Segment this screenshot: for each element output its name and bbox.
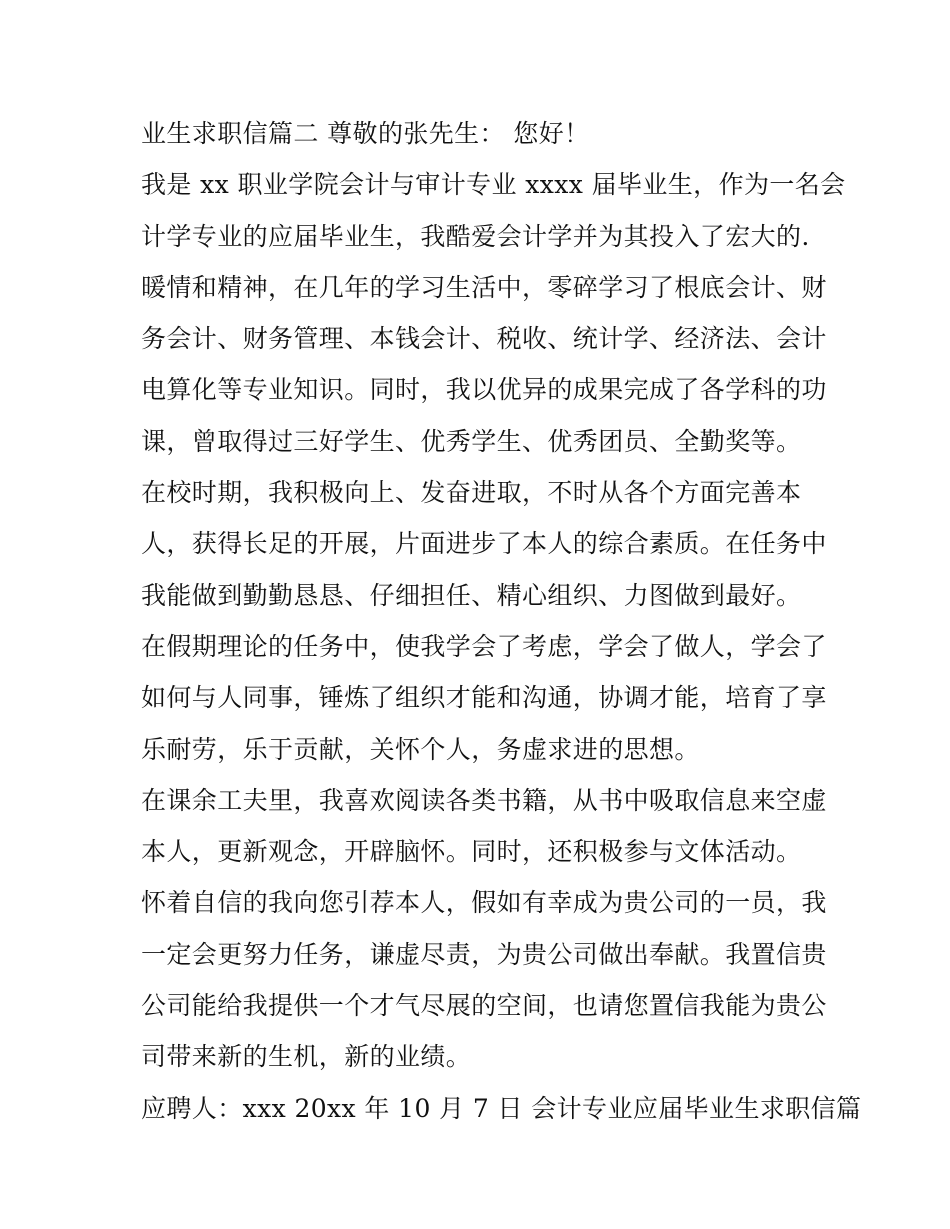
text-line: 公司能给我提供一个才气尽展的空间，也请您置信我能为贵公	[141, 991, 827, 1021]
text-line: 暖情和精神，在几年的学习生活中，零碎学习了根底会计、财	[141, 272, 827, 302]
text-line: 应聘人：xxx 20xx 年 10 月 7 日 会计专业应届毕业生求职信篇	[141, 1093, 862, 1123]
text-line: 计学专业的应届毕业生，我酷爱会计学并为其投入了宏大的.	[141, 221, 810, 251]
letter-body	[141, 108, 862, 1134]
text-line: 本人，更新观念，开辟脑怀。同时，还积极参与文体活动。	[141, 837, 802, 867]
text-line: 我能做到勤勤恳恳、仔细担任、精心组织、力图做到最好。	[141, 580, 802, 610]
text-line: 怀着自信的我向您引荐本人，假如有幸成为贵公司的一员，我	[141, 888, 827, 918]
text-line: 务会计、财务管理、本钱会计、税收、统计学、经济法、会计	[141, 324, 827, 354]
text-line: 在校时期，我积极向上、发奋进取，不时从各个方面完善本	[141, 478, 802, 508]
text-line: 如何与人同事，锤炼了组织才能和沟通，协调才能，培育了享	[141, 683, 827, 713]
text-line: 乐耐劳，乐于贡献，关怀个人，务虚求进的思想。	[141, 734, 700, 764]
text-line: 电算化等专业知识。同时，我以优异的成果完成了各学科的功	[141, 375, 827, 405]
text-line: 在课余工夫里，我喜欢阅读各类书籍，从书中吸取信息来空虚	[141, 785, 827, 815]
text-line: 我是 xx 职业学院会计与审计专业 xxxx 届毕业生，作为一名会	[141, 170, 846, 200]
text-line: 一定会更努力任务，谦虚尽责，为贵公司做出奉献。我置信贵	[141, 939, 827, 969]
text-line: 人，获得长足的开展，片面进步了本人的综合素质。在任务中	[141, 529, 827, 559]
text-line: 司带来新的生机，新的业绩。	[141, 1042, 472, 1072]
text-line: 业生求职信篇二 尊敬的张先生： 您好！	[141, 119, 590, 148]
text-line: 课，曾取得过三好学生、优秀学生、优秀团员、全勤奖等。	[141, 426, 802, 456]
text-line: 在假期理论的任务中，使我学会了考虑，学会了做人，学会了	[141, 631, 827, 661]
